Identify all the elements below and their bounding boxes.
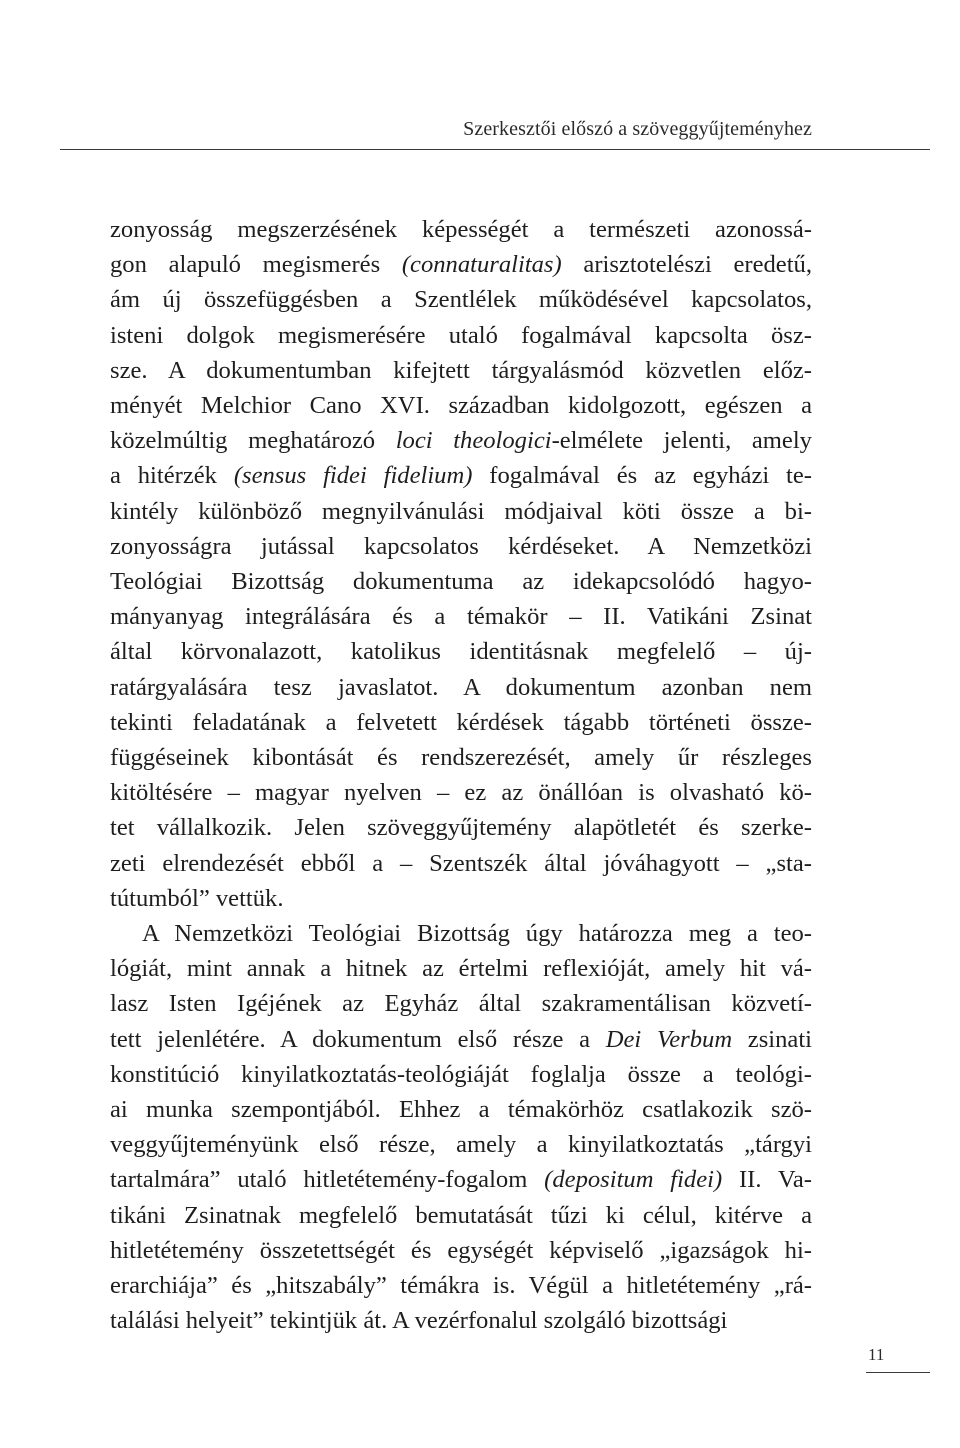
- text-line: [110, 1092, 812, 1127]
- text-run: találási helyeit” tekintjük át. A vezérfonalul szolgáló bizottsági: [110, 1307, 728, 1335]
- text-run: függéseinek kibontását és rendszerezését, amely űr részleges: [110, 744, 812, 772]
- text-run: arisztotelészi eredetű,: [561, 251, 812, 279]
- text-run: A Nemzetközi Teológiai Bizottság úgy határozza meg a teo-: [142, 920, 812, 948]
- text-run: ményét Melchior Cano XVI. században kidolgozott, egészen a: [110, 392, 812, 420]
- italic-term: (connaturalitas): [401, 251, 562, 279]
- running-head: Szerkesztői előszó a szöveggyűjteményhez: [463, 118, 812, 140]
- text-line: [110, 458, 812, 493]
- paragraph: [110, 212, 812, 916]
- text-line: [110, 670, 812, 705]
- text-line: [110, 881, 812, 916]
- text-run: tet vállalkozik. Jelen szöveggyűjtemény alapötletét és szerke-: [110, 814, 812, 842]
- text-line: [110, 1198, 812, 1233]
- text-line: [110, 564, 812, 599]
- text-line: [110, 846, 812, 881]
- text-run: tartalmára” utaló hitletétemény-fogalom: [110, 1166, 545, 1194]
- footer-rule: [866, 1372, 930, 1373]
- text-run: Teológiai Bizottság dokumentuma az idekapcsolódó hagyo-: [110, 568, 812, 596]
- text-line: [110, 494, 812, 529]
- header-rule: [60, 149, 930, 150]
- text-line: [110, 1233, 812, 1268]
- text-line: [110, 951, 812, 986]
- italic-term: loci theologici: [395, 427, 552, 455]
- text-line: [110, 282, 812, 317]
- text-run: mányanyag integrálására és a témakör – II. Vatikáni Zsinat: [110, 603, 812, 631]
- text-run: tikáni Zsinatnak megfelelő bemutatását tűzi ki célul, kitérve a: [110, 1201, 812, 1229]
- text-run: -elmélete jelenti, amely: [551, 427, 812, 455]
- text-run: tútumból” vettük.: [110, 884, 284, 912]
- text-run: lógiát, mint annak a hitnek az értelmi reflexióját, amely hit vá-: [110, 955, 812, 983]
- text-line: [110, 740, 812, 775]
- text-run: gon alapuló megismerés: [110, 251, 402, 279]
- text-run: lasz Isten Igéjének az Egyház által szakramentálisan közvetí-: [110, 990, 812, 1018]
- text-line: [110, 986, 812, 1021]
- text-run: zeti elrendezését ebből a – Szentszék által jóváhagyott – „sta-: [110, 849, 812, 877]
- text-line: [110, 212, 812, 247]
- text-line: [110, 1057, 812, 1092]
- paragraph: [110, 916, 812, 1338]
- text-run: által körvonalazott, katolikus identitásnak megfelelő – új-: [110, 638, 812, 666]
- text-line: [110, 247, 812, 282]
- text-run: zonyosság megszerzésének képességét a természeti azonossá-: [110, 216, 812, 243]
- italic-term: (sensus fidei fidelium): [233, 462, 473, 490]
- text-line: [110, 916, 812, 951]
- text-line: [110, 318, 812, 353]
- text-line: [110, 388, 812, 423]
- text-run: sze. A dokumentumban kifejtett tárgyalásmód közvetlen előz-: [110, 356, 812, 384]
- text-run: közelmúltig meghatározó: [110, 427, 396, 455]
- text-run: ám új összefüggésben a Szentlélek működésével kapcsolatos,: [110, 286, 812, 314]
- text-run: isteni dolgok megismerésére utaló fogalmával kapcsolta ösz-: [110, 321, 812, 349]
- text-line: [110, 353, 812, 388]
- text-line: [110, 775, 812, 810]
- text-run: a hitérzék: [110, 462, 234, 490]
- text-line: [110, 423, 812, 458]
- text-run: konstitúció kinyilatkoztatás-teológiáját foglalja össze a teológi-: [110, 1060, 812, 1088]
- text-run: fogalmával és az egyházi te-: [472, 462, 812, 490]
- text-line: [110, 810, 812, 845]
- text-run: kitöltésére – magyar nyelven – ez az önállóan is olvasható kö-: [110, 779, 812, 807]
- text-line: [110, 1162, 812, 1197]
- italic-term: Dei Verbum: [605, 1025, 733, 1053]
- text-run: hitletétemény összetettségét és egységét képviselő „igazságok hi-: [110, 1236, 812, 1264]
- text-run: ratárgyalására tesz javaslatot. A dokumentum azonban nem: [110, 673, 812, 701]
- italic-term: (depositum fidei): [544, 1166, 723, 1194]
- text-line: [110, 1022, 812, 1057]
- page-number: 11: [868, 1345, 885, 1364]
- text-run: erarchiája” és „hitszabály” témákra is. Végül a hitletétemény „rá-: [110, 1272, 812, 1300]
- text-line: [110, 705, 812, 740]
- text-run: kintély különböző megnyilvánulási módjaival köti össze a bi-: [110, 497, 812, 525]
- text-run: II. Va-: [722, 1166, 812, 1194]
- text-run: tekinti feladatának a felvetett kérdések tágabb történeti össze-: [110, 708, 812, 736]
- text-line: [110, 1303, 812, 1338]
- text-run: zsinati: [732, 1025, 812, 1053]
- body-text: [110, 212, 812, 1339]
- text-line: [110, 529, 812, 564]
- text-run: ai munka szempontjából. Ehhez a témakörhöz csatlakozik szö-: [110, 1096, 812, 1124]
- text-run: tett jelenlétére. A dokumentum első része a: [110, 1025, 606, 1053]
- text-line: [110, 634, 812, 669]
- text-run: zonyosságra jutással kapcsolatos kérdéseket. A Nemzetközi: [110, 532, 812, 560]
- text-line: [110, 1268, 812, 1303]
- text-line: [110, 599, 812, 634]
- text-run: veggyűjteményünk első része, amely a kinyilatkoztatás „tárgyi: [110, 1131, 812, 1159]
- text-line: [110, 1127, 812, 1162]
